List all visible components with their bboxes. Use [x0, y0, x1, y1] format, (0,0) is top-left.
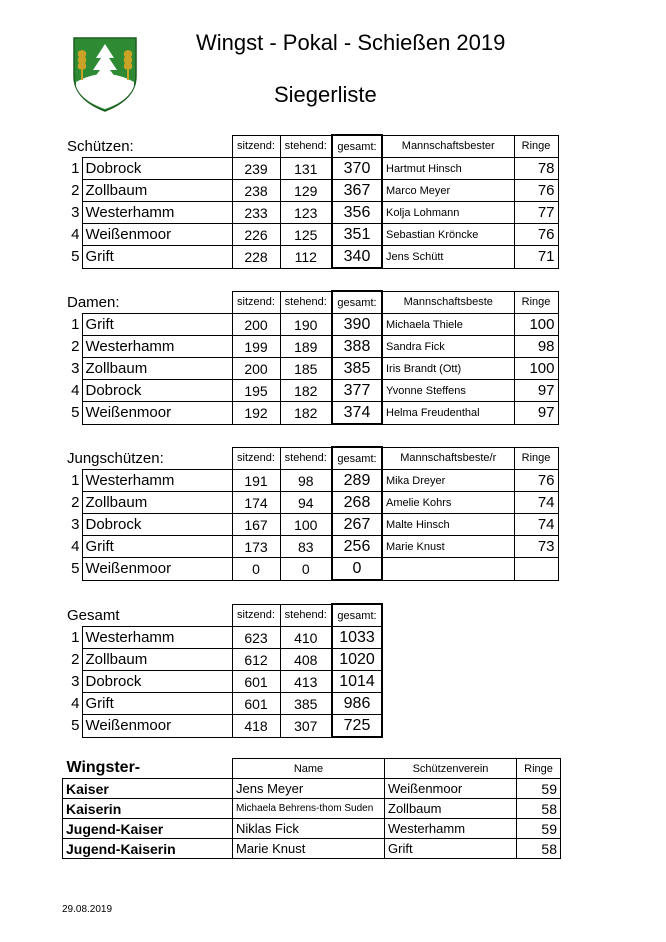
- gesamt-cell: 1014: [332, 671, 382, 693]
- results-table-gesamt: [62, 603, 383, 738]
- table-row: [63, 799, 561, 819]
- stehend-cell: 112: [280, 246, 332, 269]
- stehend-cell: 182: [280, 380, 332, 402]
- sitzend-cell: 191: [232, 470, 280, 492]
- table-label: Schützen:: [67, 138, 134, 155]
- table-row: [62, 470, 558, 492]
- rank-cell: 3: [71, 359, 80, 377]
- gesamt-cell: 289: [332, 470, 382, 492]
- gesamt-cell: 385: [332, 358, 382, 380]
- col-header-best: Mannschaftsbeste: [382, 291, 514, 314]
- best-cell: Kolja Lohmann: [382, 202, 514, 224]
- role-cell: Kaiser: [63, 779, 233, 799]
- sitzend-cell: 612: [232, 649, 280, 671]
- gesamt-cell: 390: [332, 314, 382, 336]
- footer-date: 29.08.2019: [62, 904, 113, 915]
- rank-cell: 5: [71, 559, 80, 577]
- best-cell: Malte Hinsch: [382, 514, 514, 536]
- table-row: [62, 715, 382, 738]
- sitzend-cell: 623: [232, 627, 280, 649]
- role-cell: Kaiserin: [63, 799, 233, 819]
- stehend-cell: 94: [280, 492, 332, 514]
- team-cell: Zollbaum: [82, 180, 232, 202]
- ringe-cell: 77: [514, 202, 558, 224]
- rank-cell: 1: [71, 159, 80, 177]
- team-cell: Weißenmoor: [82, 224, 232, 246]
- ringe-cell: 58: [517, 839, 561, 859]
- sitzend-cell: 233: [232, 202, 280, 224]
- table-label: Gesamt: [67, 607, 120, 624]
- col-header-gesamt: gesamt:: [332, 135, 382, 158]
- team-cell: Zollbaum: [82, 649, 232, 671]
- sitzend-cell: 200: [232, 358, 280, 380]
- team-cell: Westerhamm: [82, 336, 232, 358]
- best-cell: Sebastian Kröncke: [382, 224, 514, 246]
- sitzend-cell: 226: [232, 224, 280, 246]
- stehend-cell: 185: [280, 358, 332, 380]
- sitzend-cell: 200: [232, 314, 280, 336]
- rank-cell: 3: [71, 672, 80, 690]
- gesamt-cell: 1020: [332, 649, 382, 671]
- results-table-jungschuetzen: [62, 446, 559, 581]
- wingst-crest-icon: [72, 36, 138, 112]
- team-cell: Grift: [82, 536, 232, 558]
- rank-cell: 2: [71, 181, 80, 199]
- table-row: [63, 839, 561, 859]
- stehend-cell: 408: [280, 649, 332, 671]
- table-row: [62, 246, 558, 269]
- table-row: [62, 492, 558, 514]
- stehend-cell: 190: [280, 314, 332, 336]
- verein-cell: Grift: [385, 839, 517, 859]
- sitzend-cell: 174: [232, 492, 280, 514]
- sitzend-cell: 192: [232, 402, 280, 425]
- ringe-cell: 58: [517, 799, 561, 819]
- stehend-cell: 0: [280, 558, 332, 581]
- stehend-cell: 100: [280, 514, 332, 536]
- champions-title: Wingster-: [63, 759, 233, 779]
- team-cell: Grift: [82, 693, 232, 715]
- name-cell: Marie Knust: [233, 839, 385, 859]
- best-cell: Iris Brandt (Ott): [382, 358, 514, 380]
- best-cell: Sandra Fick: [382, 336, 514, 358]
- table-row: [62, 202, 558, 224]
- gesamt-cell: 374: [332, 402, 382, 425]
- table-row: [62, 649, 382, 671]
- rank-cell: 3: [71, 515, 80, 533]
- ringe-cell: 97: [514, 380, 558, 402]
- team-cell: Zollbaum: [82, 358, 232, 380]
- ringe-cell: 98: [514, 336, 558, 358]
- best-cell: Marie Knust: [382, 536, 514, 558]
- gesamt-cell: 367: [332, 180, 382, 202]
- gesamt-cell: 340: [332, 246, 382, 269]
- name-cell: Michaela Behrens-thom Suden: [233, 799, 385, 819]
- best-cell: Marco Meyer: [382, 180, 514, 202]
- col-header-verein: Schützenverein: [385, 759, 517, 779]
- col-header-gesamt: gesamt:: [332, 447, 382, 470]
- stehend-cell: 125: [280, 224, 332, 246]
- page-subtitle: Siegerliste: [274, 82, 377, 107]
- gesamt-cell: 267: [332, 514, 382, 536]
- table-row: [62, 402, 558, 425]
- rank-cell: 2: [71, 337, 80, 355]
- best-cell: Michaela Thiele: [382, 314, 514, 336]
- ringe-cell: 76: [514, 180, 558, 202]
- col-header-stehend: stehend:: [280, 447, 332, 470]
- rank-cell: 1: [71, 628, 80, 646]
- page-title: Wingst - Pokal - Schießen 2019: [196, 30, 506, 55]
- ringe-cell: 100: [514, 358, 558, 380]
- ringe-cell: 74: [514, 492, 558, 514]
- team-cell: Westerhamm: [82, 202, 232, 224]
- sitzend-cell: 173: [232, 536, 280, 558]
- table-row: [62, 180, 558, 202]
- rank-cell: 4: [71, 537, 80, 555]
- name-cell: Jens Meyer: [233, 779, 385, 799]
- ringe-cell: 97: [514, 402, 558, 425]
- stehend-cell: 83: [280, 536, 332, 558]
- table-label: Damen:: [67, 294, 120, 311]
- ringe-cell: 73: [514, 536, 558, 558]
- table-label: Jungschützen:: [67, 450, 164, 467]
- stehend-cell: 182: [280, 402, 332, 425]
- sitzend-cell: 167: [232, 514, 280, 536]
- gesamt-cell: 356: [332, 202, 382, 224]
- table-row: [62, 314, 558, 336]
- table-header-row: [62, 135, 558, 158]
- best-cell: Jens Schütt: [382, 246, 514, 269]
- stehend-cell: 413: [280, 671, 332, 693]
- gesamt-cell: 986: [332, 693, 382, 715]
- gesamt-cell: 256: [332, 536, 382, 558]
- stehend-cell: 410: [280, 627, 332, 649]
- gesamt-cell: 0: [332, 558, 382, 581]
- rank-cell: 2: [71, 493, 80, 511]
- gesamt-cell: 377: [332, 380, 382, 402]
- stehend-cell: 131: [280, 158, 332, 180]
- champions-header-row: [63, 759, 561, 779]
- best-cell: Hartmut Hinsch: [382, 158, 514, 180]
- team-cell: Dobrock: [82, 158, 232, 180]
- stehend-cell: 98: [280, 470, 332, 492]
- table-header-row: [62, 291, 558, 314]
- col-header-sitzend: sitzend:: [232, 291, 280, 314]
- verein-cell: Westerhamm: [385, 819, 517, 839]
- table-row: [62, 558, 558, 581]
- sitzend-cell: 601: [232, 693, 280, 715]
- table-row: [62, 336, 558, 358]
- rank-cell: 4: [71, 694, 80, 712]
- best-cell: Helma Freudenthal: [382, 402, 514, 425]
- gesamt-cell: 1033: [332, 627, 382, 649]
- best-cell: Mika Dreyer: [382, 470, 514, 492]
- ringe-cell: 71: [514, 246, 558, 269]
- ringe-cell: 74: [514, 514, 558, 536]
- table-header-row: [62, 604, 382, 627]
- ringe-cell: 59: [517, 819, 561, 839]
- team-cell: Weißenmoor: [82, 402, 232, 425]
- role-cell: Jugend-Kaiser: [63, 819, 233, 839]
- table-row: [62, 536, 558, 558]
- team-cell: Dobrock: [82, 671, 232, 693]
- verein-cell: Zollbaum: [385, 799, 517, 819]
- ringe-cell: 59: [517, 779, 561, 799]
- gesamt-cell: 725: [332, 715, 382, 738]
- results-table-schuetzen: [62, 134, 559, 269]
- ringe-cell: [514, 558, 558, 581]
- team-cell: Dobrock: [82, 380, 232, 402]
- ringe-cell: 78: [514, 158, 558, 180]
- rank-cell: 3: [71, 203, 80, 221]
- col-header-stehend: stehend:: [280, 604, 332, 627]
- sitzend-cell: 238: [232, 180, 280, 202]
- gesamt-cell: 388: [332, 336, 382, 358]
- rank-cell: 1: [71, 471, 80, 489]
- col-header-best: Mannschaftsbester: [382, 135, 514, 158]
- col-header-stehend: stehend:: [280, 135, 332, 158]
- sitzend-cell: 195: [232, 380, 280, 402]
- col-header-ringe: Ringe: [514, 135, 558, 158]
- col-header-best: Mannschaftsbeste/r: [382, 447, 514, 470]
- table-row: [62, 627, 382, 649]
- team-cell: Weißenmoor: [82, 715, 232, 738]
- ringe-cell: 100: [514, 314, 558, 336]
- table-row: [62, 358, 558, 380]
- gesamt-cell: 351: [332, 224, 382, 246]
- sitzend-cell: 0: [232, 558, 280, 581]
- col-header-stehend: stehend:: [280, 291, 332, 314]
- table-row: [62, 693, 382, 715]
- table-row: [62, 380, 558, 402]
- stehend-cell: 385: [280, 693, 332, 715]
- ringe-cell: 76: [514, 470, 558, 492]
- team-cell: Grift: [82, 314, 232, 336]
- gesamt-cell: 370: [332, 158, 382, 180]
- col-header-sitzend: sitzend:: [232, 447, 280, 470]
- rank-cell: 4: [71, 381, 80, 399]
- sitzend-cell: 601: [232, 671, 280, 693]
- sitzend-cell: 199: [232, 336, 280, 358]
- sitzend-cell: 228: [232, 246, 280, 269]
- col-header-name: Name: [233, 759, 385, 779]
- table-row: [63, 819, 561, 839]
- rank-cell: 1: [71, 315, 80, 333]
- col-header-gesamt: gesamt:: [332, 291, 382, 314]
- stehend-cell: 129: [280, 180, 332, 202]
- rank-cell: 4: [71, 225, 80, 243]
- col-header-sitzend: sitzend:: [232, 135, 280, 158]
- col-header-ringe: Ringe: [514, 447, 558, 470]
- role-cell: Jugend-Kaiserin: [63, 839, 233, 859]
- team-cell: Dobrock: [82, 514, 232, 536]
- team-cell: Weißenmoor: [82, 558, 232, 581]
- sitzend-cell: 239: [232, 158, 280, 180]
- rank-cell: 5: [71, 403, 80, 421]
- results-table-damen: [62, 290, 559, 425]
- table-row: [63, 779, 561, 799]
- champions-table: [62, 758, 561, 859]
- sitzend-cell: 418: [232, 715, 280, 738]
- team-cell: Zollbaum: [82, 492, 232, 514]
- stehend-cell: 123: [280, 202, 332, 224]
- table-header-row: [62, 447, 558, 470]
- col-header-gesamt: gesamt:: [332, 604, 382, 627]
- name-cell: Niklas Fick: [233, 819, 385, 839]
- team-cell: Westerhamm: [82, 627, 232, 649]
- rank-cell: 5: [71, 716, 80, 734]
- team-cell: Westerhamm: [82, 470, 232, 492]
- stehend-cell: 189: [280, 336, 332, 358]
- best-cell: Yvonne Steffens: [382, 380, 514, 402]
- col-header-ringe: Ringe: [517, 759, 561, 779]
- table-row: [62, 514, 558, 536]
- team-cell: Grift: [82, 246, 232, 269]
- table-row: [62, 158, 558, 180]
- best-cell: Amelie Kohrs: [382, 492, 514, 514]
- rank-cell: 5: [71, 247, 80, 265]
- table-row: [62, 671, 382, 693]
- col-header-sitzend: sitzend:: [232, 604, 280, 627]
- table-row: [62, 224, 558, 246]
- ringe-cell: 76: [514, 224, 558, 246]
- rank-cell: 2: [71, 650, 80, 668]
- best-cell: [382, 558, 514, 581]
- col-header-ringe: Ringe: [514, 291, 558, 314]
- gesamt-cell: 268: [332, 492, 382, 514]
- stehend-cell: 307: [280, 715, 332, 738]
- verein-cell: Weißenmoor: [385, 779, 517, 799]
